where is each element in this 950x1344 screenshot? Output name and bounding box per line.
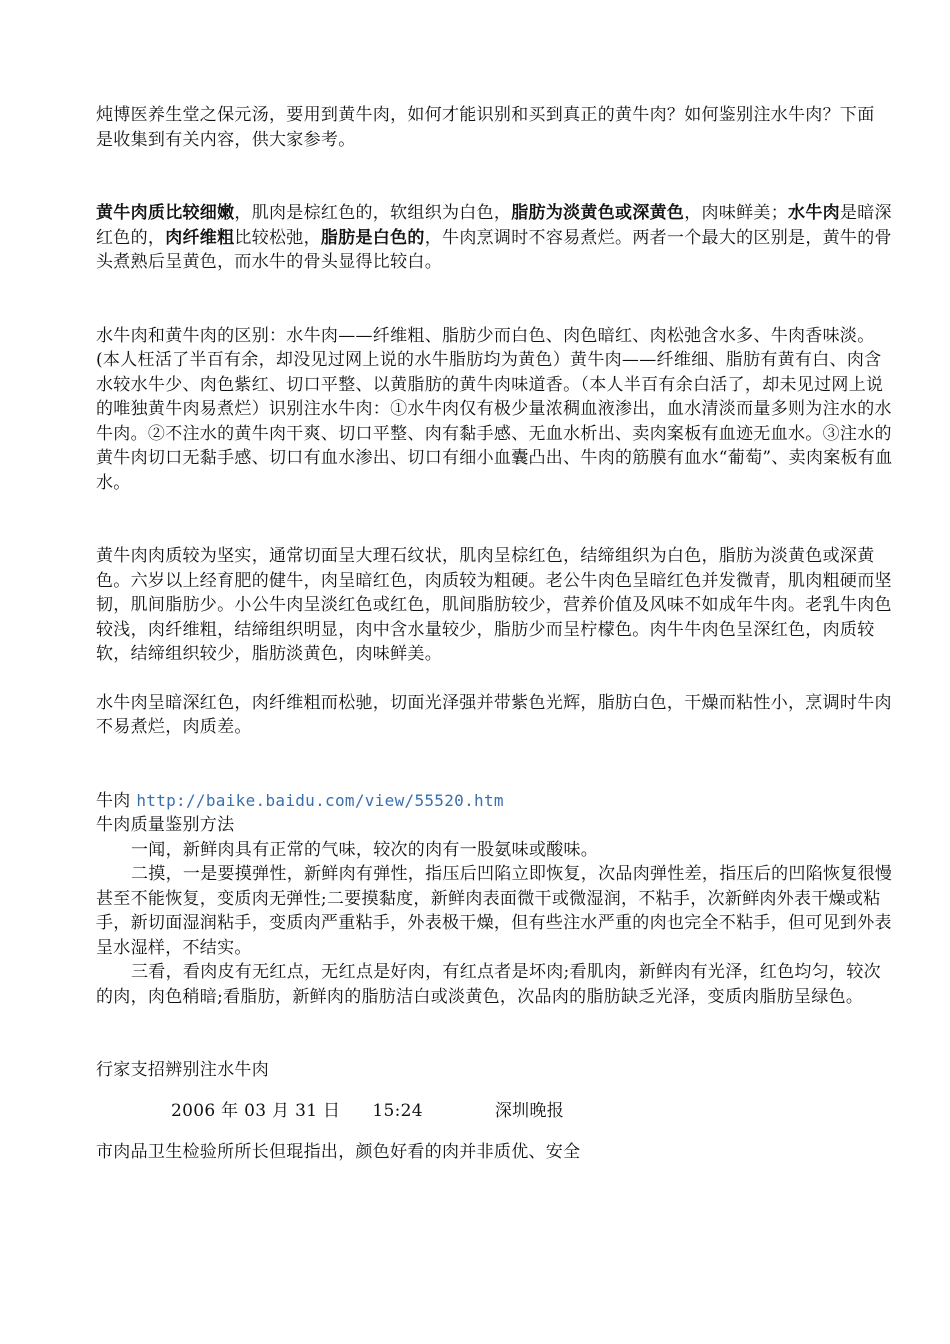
method-smell: 一闻，新鲜肉具有正常的气味，较次的肉有一股氨味或酸味。: [131, 839, 599, 860]
water-beef-paragraph: 水牛肉呈暗深红色，肉纤维粗而松驰，切面光泽强并带紫色光辉，脂肪白色，干燥而粘性小，烹调时牛肉不易煮烂，肉质差。: [96, 692, 892, 737]
method-heading: 牛肉质量鉴别方法: [96, 815, 235, 835]
bold-phrase: 黄牛肉质比较细嫩: [96, 203, 235, 223]
article-date: 2006 年 03 月 31 日: [171, 1100, 341, 1121]
yellow-beef-paragraph: 黄牛肉肉质较为坚实，通常切面呈大理石纹状，肌肉呈棕红色，结缔组织为白色，脂肪为淡黄色或深黄色。六岁以上经育肥的健牛，肉呈暗红色，肉质较为粗硬。老公牛肉色呈暗红色并发微青，肌肉粗硬而坚韧，肌间脂肪少。小公牛肉呈淡红色或红色，肌间脂肪较少，营养价值及风味不如成年牛肉。老乳牛肉色较浅，肉纤维粗，结缔组织明显，肉中含水量较少，脂肪少而呈柠檬色。肉牛牛肉色呈深红色，肉质较软，结缔组织较少，脂肪淡黄色，肉味鲜美。: [96, 546, 892, 664]
bold-phrase: 脂肪为淡黄色或深黄色: [511, 203, 685, 223]
difference-paragraph: 水牛肉和黄牛肉的区别：水牛肉——纤维粗、脂肪少而白色、肉色暗红、肉松弛含水多、牛肉香味淡。(本人枉活了半百有余，却没见过网上说的水牛脂肪均为黄色）黄牛肉——纤维细、脂肪有黄有白、肉含水较水牛少、肉色紫红、切口平整、以黄脂肪的黄牛肉味道香。（本人半百有余白活了，却未见过网上说的唯独黄牛肉易煮烂）识别注水牛肉：①水牛肉仅有极少量浓稠血液渗出，血水清淡而量多则为注水的水牛肉。②不注水的黄牛肉干爽、切口平整、肉有黏手感、无血水析出、卖肉案板有血迹无血水。③注水的黄牛肉切口无黏手感、切口有血水渗出、切口有细小血囊凸出、牛肉的筋膜有血水“葡萄”、卖肉案板有血水。: [96, 325, 893, 493]
method-look: 三看，看肉皮有无红点，无红点是好肉，有红点者是坏肉;看肌肉，新鲜肉有光泽，红色均匀，较次的肉，肉色稍暗;看脂肪，新鲜肉的脂肪洁白或淡黄色，次品肉的脂肪缺乏光泽，变质肉脂肪呈绿色。: [96, 962, 881, 1007]
bold-phrase: 肉纤维粗: [165, 227, 235, 248]
article-meta: [96, 1099, 896, 1124]
article-first-line: 市肉品卫生检验所所长但琨指出，颜色好看的肉并非质优、安全: [96, 1142, 581, 1162]
text-run: ，牛肉烹调时不容易煮烂。两者一个最大的区别是，黄牛的骨头煮熟后呈黄色，而水牛的骨头显得比较白。: [96, 227, 892, 272]
source-line: [96, 789, 896, 814]
article-publisher: 深圳晚报: [494, 1100, 565, 1121]
article-title: 行家支招辨别注水牛肉: [96, 1060, 269, 1080]
source-link[interactable]: http://baike.baidu.com/view/55520.htm: [136, 790, 504, 810]
bold-phrase: 水牛肉: [788, 203, 840, 223]
comparison-paragraph: [96, 201, 896, 275]
text-run: 是暗深红色的，: [96, 203, 892, 248]
bold-phrase: 脂肪是白色的: [320, 227, 425, 248]
text-run: ，肌肉是棕红色的，软组织为白色，: [234, 203, 512, 223]
document-page: [96, 103, 896, 1165]
method-touch: 二摸，一是要摸弹性，新鲜肉有弹性，指压后凹陷立即恢复，次品肉弹性差，指压后的凹陷恢复很慢甚至不能恢复，变质肉无弹性;二要摸黏度，新鲜肉表面微干或微湿润，不粘手，次新鲜肉外表干燥或粘手，新切面湿润粘手，变质肉严重粘手，外表极干燥，但有些注水严重的肉也完全不粘手，但可见到外表呈水湿样，不结实。: [96, 864, 893, 958]
text-run: 比较松弛，: [234, 227, 321, 248]
article-time: 15:24: [372, 1100, 423, 1121]
intro-paragraph: 炖博医养生堂之保元汤，要用到黄牛肉，如何才能识别和买到真正的黄牛肉？如何鉴别注水牛肉？下面是收集到有关内容，供大家参考。: [96, 105, 875, 150]
text-run: ，肉味鲜美；: [684, 203, 789, 223]
source-label: 牛肉: [96, 790, 131, 811]
